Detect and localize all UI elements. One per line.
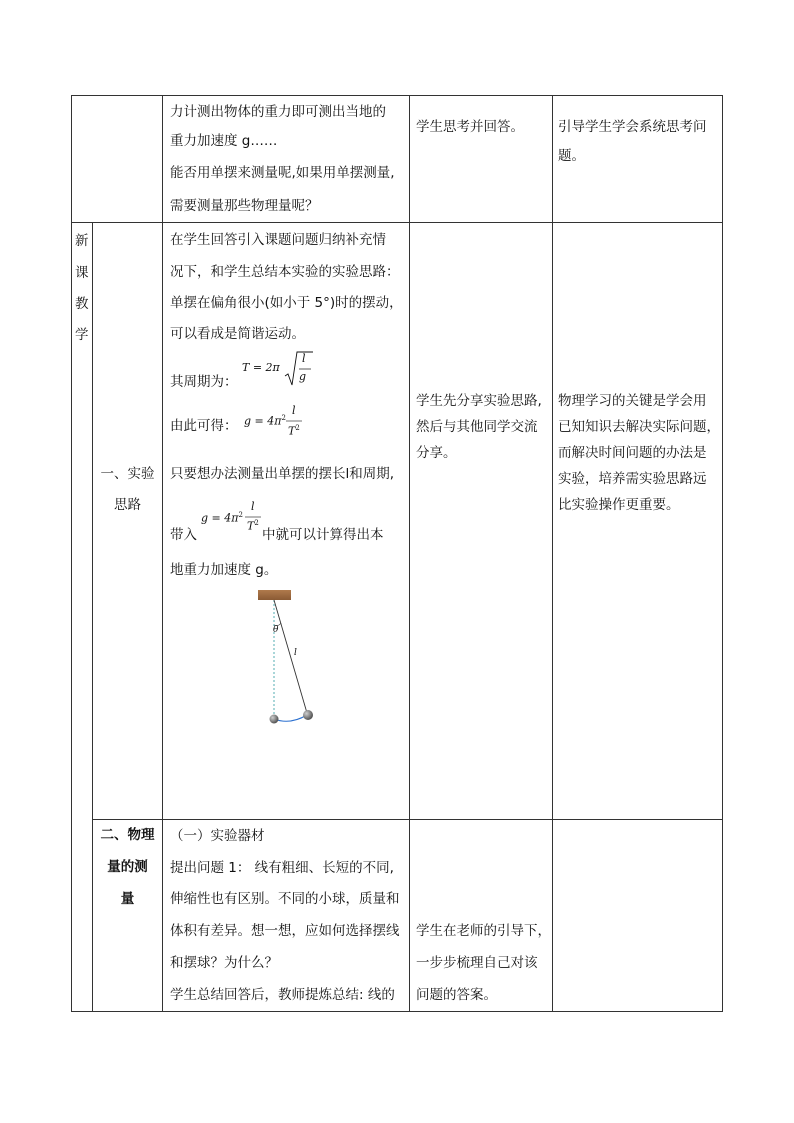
- gravity-formula-2-bar: [245, 516, 263, 518]
- row2-col5-line-4: 实验，培养需实验思路远: [558, 471, 707, 487]
- measure-line: 只要想办法测量出单摆的摆长l和周期,: [170, 466, 395, 482]
- row2-col3-line-2: 况下，和学生总结本实验的实验思路：: [170, 264, 400, 280]
- pendulum-support: [258, 590, 291, 600]
- gravity-formula-2-exp: 2: [238, 511, 243, 519]
- gravity-formula-1-den-exp: 2: [295, 424, 300, 432]
- col-divider-3: [409, 95, 410, 1012]
- substitute-label: 带入: [170, 527, 197, 543]
- derive-label: 由此可得：: [170, 418, 238, 434]
- section-char-4: 学: [75, 327, 89, 343]
- row2-col3-line-3: 单摆在偏角很小(如小于 5°)时的摆动，: [170, 295, 403, 311]
- col-divider-2: [162, 95, 163, 1012]
- gravity-formula-2-den-text: T: [247, 519, 255, 533]
- gravity-formula-2-numerator: l: [251, 500, 255, 513]
- gravity-formula-2-den: [247, 519, 259, 533]
- row2-col4-line-2: 然后与其他同学交流: [416, 419, 538, 435]
- row2-col3-line-1: 在学生回答引入课题问题归纳补充情: [170, 232, 386, 248]
- row3-col3-line-5: 和摆球？为什么？: [170, 955, 278, 971]
- row3-col4-line-3: 问题的答案。: [416, 987, 497, 1003]
- gravity-formula-1-den-text: T: [288, 424, 296, 438]
- row3-col3-line-2: 提出问题 1： 线有粗细、长短的不同,: [170, 860, 394, 876]
- table-bottom-border: [71, 1011, 723, 1012]
- row1-col3-line-1: 力计测出物体的重力即可测出当地的: [170, 104, 386, 120]
- pendulum-string: [274, 600, 307, 713]
- period-formula-denominator: g: [299, 370, 307, 383]
- row3-heading-line-1: 二、物理: [100, 827, 155, 843]
- row2-col5-line-2: 已知知识去解决实际问题，: [558, 419, 720, 435]
- pendulum-diagram: [250, 585, 330, 730]
- table-top-border: [71, 95, 723, 96]
- row3-col3-line-6: 学生总结回答后，教师提炼总结: 线的: [170, 987, 395, 1003]
- row2-heading-line-1: 一、实验: [100, 466, 155, 482]
- section-char-2: 课: [75, 265, 89, 281]
- row2-col3-line-4: 可以看成是简谐运动。: [170, 326, 305, 342]
- swing-arc: [274, 715, 307, 721]
- row3-heading-line-3: 量: [120, 891, 135, 907]
- gravity-formula-1-numerator: l: [292, 404, 296, 417]
- table-left-border: [71, 95, 72, 1012]
- row2-col4-line-3: 分享。: [416, 445, 457, 461]
- row3-col4-line-1: 学生在老师的引导下，: [416, 923, 551, 939]
- table-right-border: [722, 95, 723, 1012]
- row3-col3-line-3: 伸缩性也有区别。不同的小球，质量和: [170, 891, 400, 907]
- row2-col5-line-1: 物理学习的关键是学会用: [558, 393, 707, 409]
- section-char-3: 教: [75, 296, 89, 312]
- row2-col5-line-5: 比实验操作更重要。: [558, 497, 680, 513]
- row1-student-activity: 学生思考并回答。: [416, 119, 524, 135]
- ball-displaced-position: [303, 710, 313, 720]
- gravity-formula-2-den-exp: 2: [254, 519, 259, 527]
- gravity-formula-2-lhs: [201, 511, 243, 525]
- row2-col5-line-3: 而解决时间问题的办法是: [558, 445, 707, 461]
- gravity-formula-1-den: [288, 424, 300, 438]
- period-label: 其周期为：: [170, 374, 238, 390]
- row3-heading-line-2: 量的测: [107, 859, 148, 875]
- row1-col3-line-4: 需要测量那些物理量呢？: [170, 198, 319, 214]
- ball-rest-position: [270, 715, 279, 724]
- row1-col5-line-2: 题。: [558, 148, 585, 164]
- row2-col4-line-1: 学生先分享实验思路,: [416, 393, 542, 409]
- gravity-formula-1-lhs-text: g = 4π: [244, 414, 282, 428]
- row2-last-line: 地重力加速度 g。: [170, 562, 278, 578]
- row1-col3-line-3: 能否用单摆来测量呢,如果用单摆测量,: [170, 165, 395, 181]
- period-formula-numerator: l: [302, 352, 306, 365]
- row1-col5-line-1: 引导学生学会系统思考问: [558, 119, 707, 135]
- row3-col3-line-1: （一）实验器材: [170, 828, 265, 844]
- row-divider-1: [71, 222, 723, 223]
- substitute-rest: 中就可以计算得出本: [262, 527, 384, 543]
- gravity-formula-2-lhs-text: g = 4π: [201, 511, 239, 525]
- row-divider-2: [92, 819, 723, 820]
- row2-heading-line-2: 思路: [114, 497, 141, 513]
- row3-col4-line-2: 一步步梳理自己对该: [416, 955, 538, 971]
- gravity-formula-1-bar: [286, 420, 304, 422]
- col-divider-4: [552, 95, 553, 1012]
- gravity-formula-1-exp: 2: [281, 414, 286, 422]
- gravity-formula-1-lhs: [244, 414, 286, 428]
- section-char-1: 新: [75, 233, 89, 249]
- theta-label: θ: [273, 625, 279, 635]
- length-label: l: [294, 648, 297, 658]
- row3-col3-line-4: 体积有差异。想一想，应如何选择摆线: [170, 923, 400, 939]
- period-formula-lhs: T = 2π: [242, 361, 280, 374]
- row1-col3-line-2: 重力加速度 g……: [170, 133, 278, 149]
